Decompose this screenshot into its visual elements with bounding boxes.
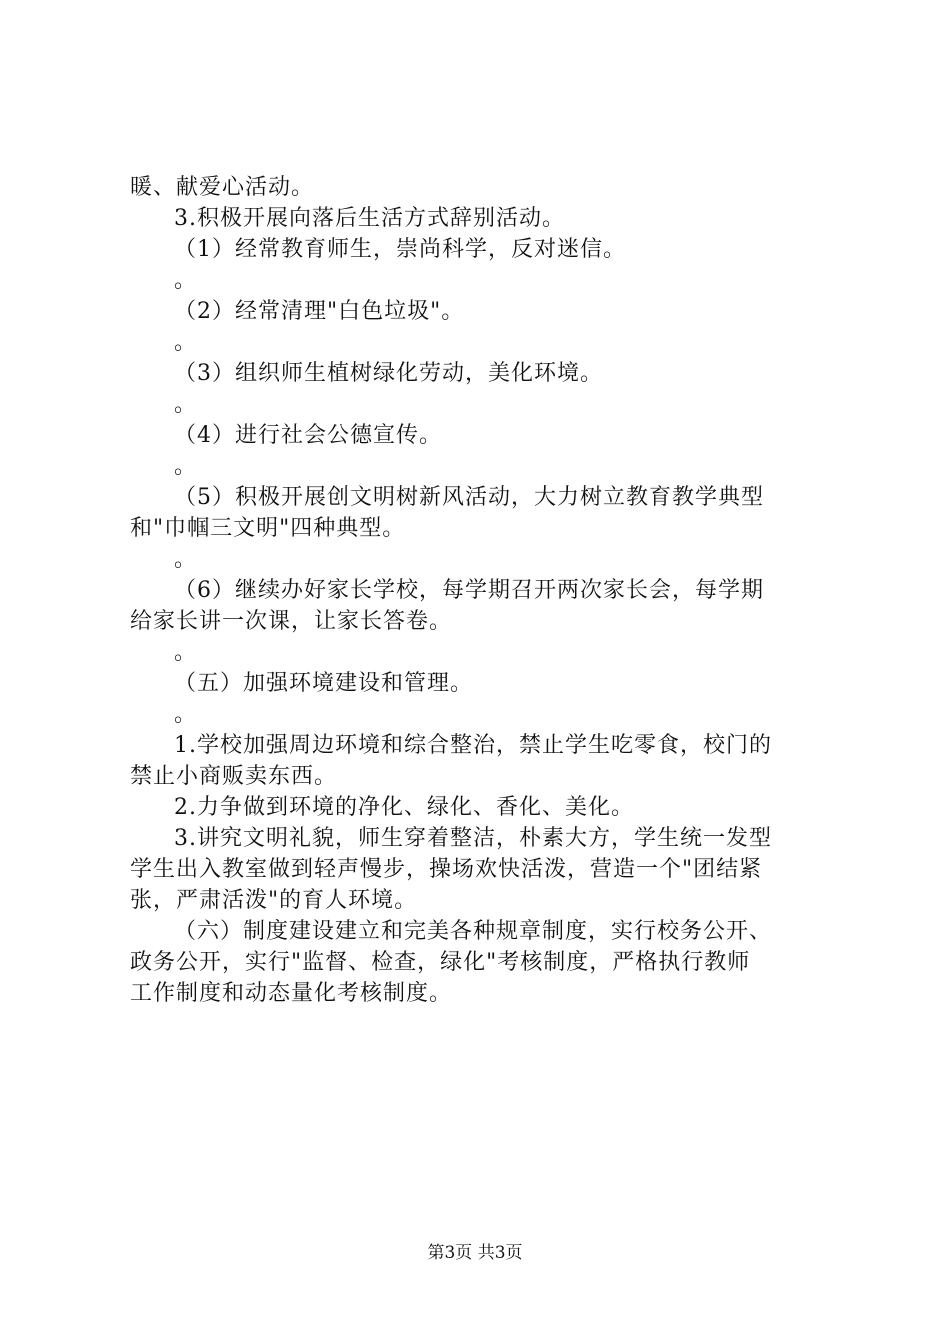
text-line: 政务公开，实行"监督、检查，绿化"考核制度，严格执行教师 <box>130 950 751 975</box>
text-line: （4）进行社会公德宣传。 <box>174 423 442 448</box>
text-line: （六）制度建设建立和完美各种规章制度，实行校务公开、 <box>174 919 773 944</box>
page-footer: 第3页 共3页 <box>427 1243 523 1263</box>
text-line: 给家长讲一次课，让家长答卷。 <box>130 609 453 634</box>
text-line: （5）积极开展创文明树新风活动，大力树立教育教学典型 <box>174 485 764 510</box>
text-line: 学生出入教室做到轻声慢步，操场欢快活泼，营造一个"团结紧 <box>130 857 763 882</box>
text-line: （五）加强环境建设和管理。 <box>174 671 474 696</box>
text-line: 暖、献爱心活动。 <box>130 175 315 200</box>
text-line: 。 <box>174 268 198 293</box>
text-line: 张，严肃活泼"的育人环境。 <box>130 888 418 913</box>
text-line: 2.力争做到环境的净化、绿化、香化、美化。 <box>174 795 634 820</box>
text-line: （6）继续办好家长学校，每学期召开两次家长会，每学期 <box>174 578 764 603</box>
text-line: 3.讲究文明礼貌，师生穿着整洁，朴素大方，学生统一发型 <box>174 826 772 851</box>
text-line: 。 <box>174 392 198 417</box>
text-line: 。 <box>174 640 198 665</box>
text-line: （3）组织师生植树绿化劳动，美化环境。 <box>174 361 603 386</box>
document-body <box>130 172 830 1009</box>
text-line: 3.积极开展向落后生活方式辞别活动。 <box>174 206 565 231</box>
text-line: 工作制度和动态量化考核制度。 <box>130 981 453 1006</box>
text-line: 。 <box>174 454 198 479</box>
text-line: 。 <box>174 330 198 355</box>
text-line: （2）经常清理"白色垃圾"。 <box>174 299 465 324</box>
text-line: 1.学校加强周边环境和综合整治，禁止学生吃零食，校门的 <box>174 733 772 758</box>
text-line: 和"巾帼三文明"四种典型。 <box>130 516 406 541</box>
text-line: 禁止小商贩卖东西。 <box>130 764 338 789</box>
text-line: （1）经常教育师生，崇尚科学，反对迷信。 <box>174 237 626 262</box>
text-line: 。 <box>174 547 198 572</box>
text-line: 。 <box>174 702 198 727</box>
